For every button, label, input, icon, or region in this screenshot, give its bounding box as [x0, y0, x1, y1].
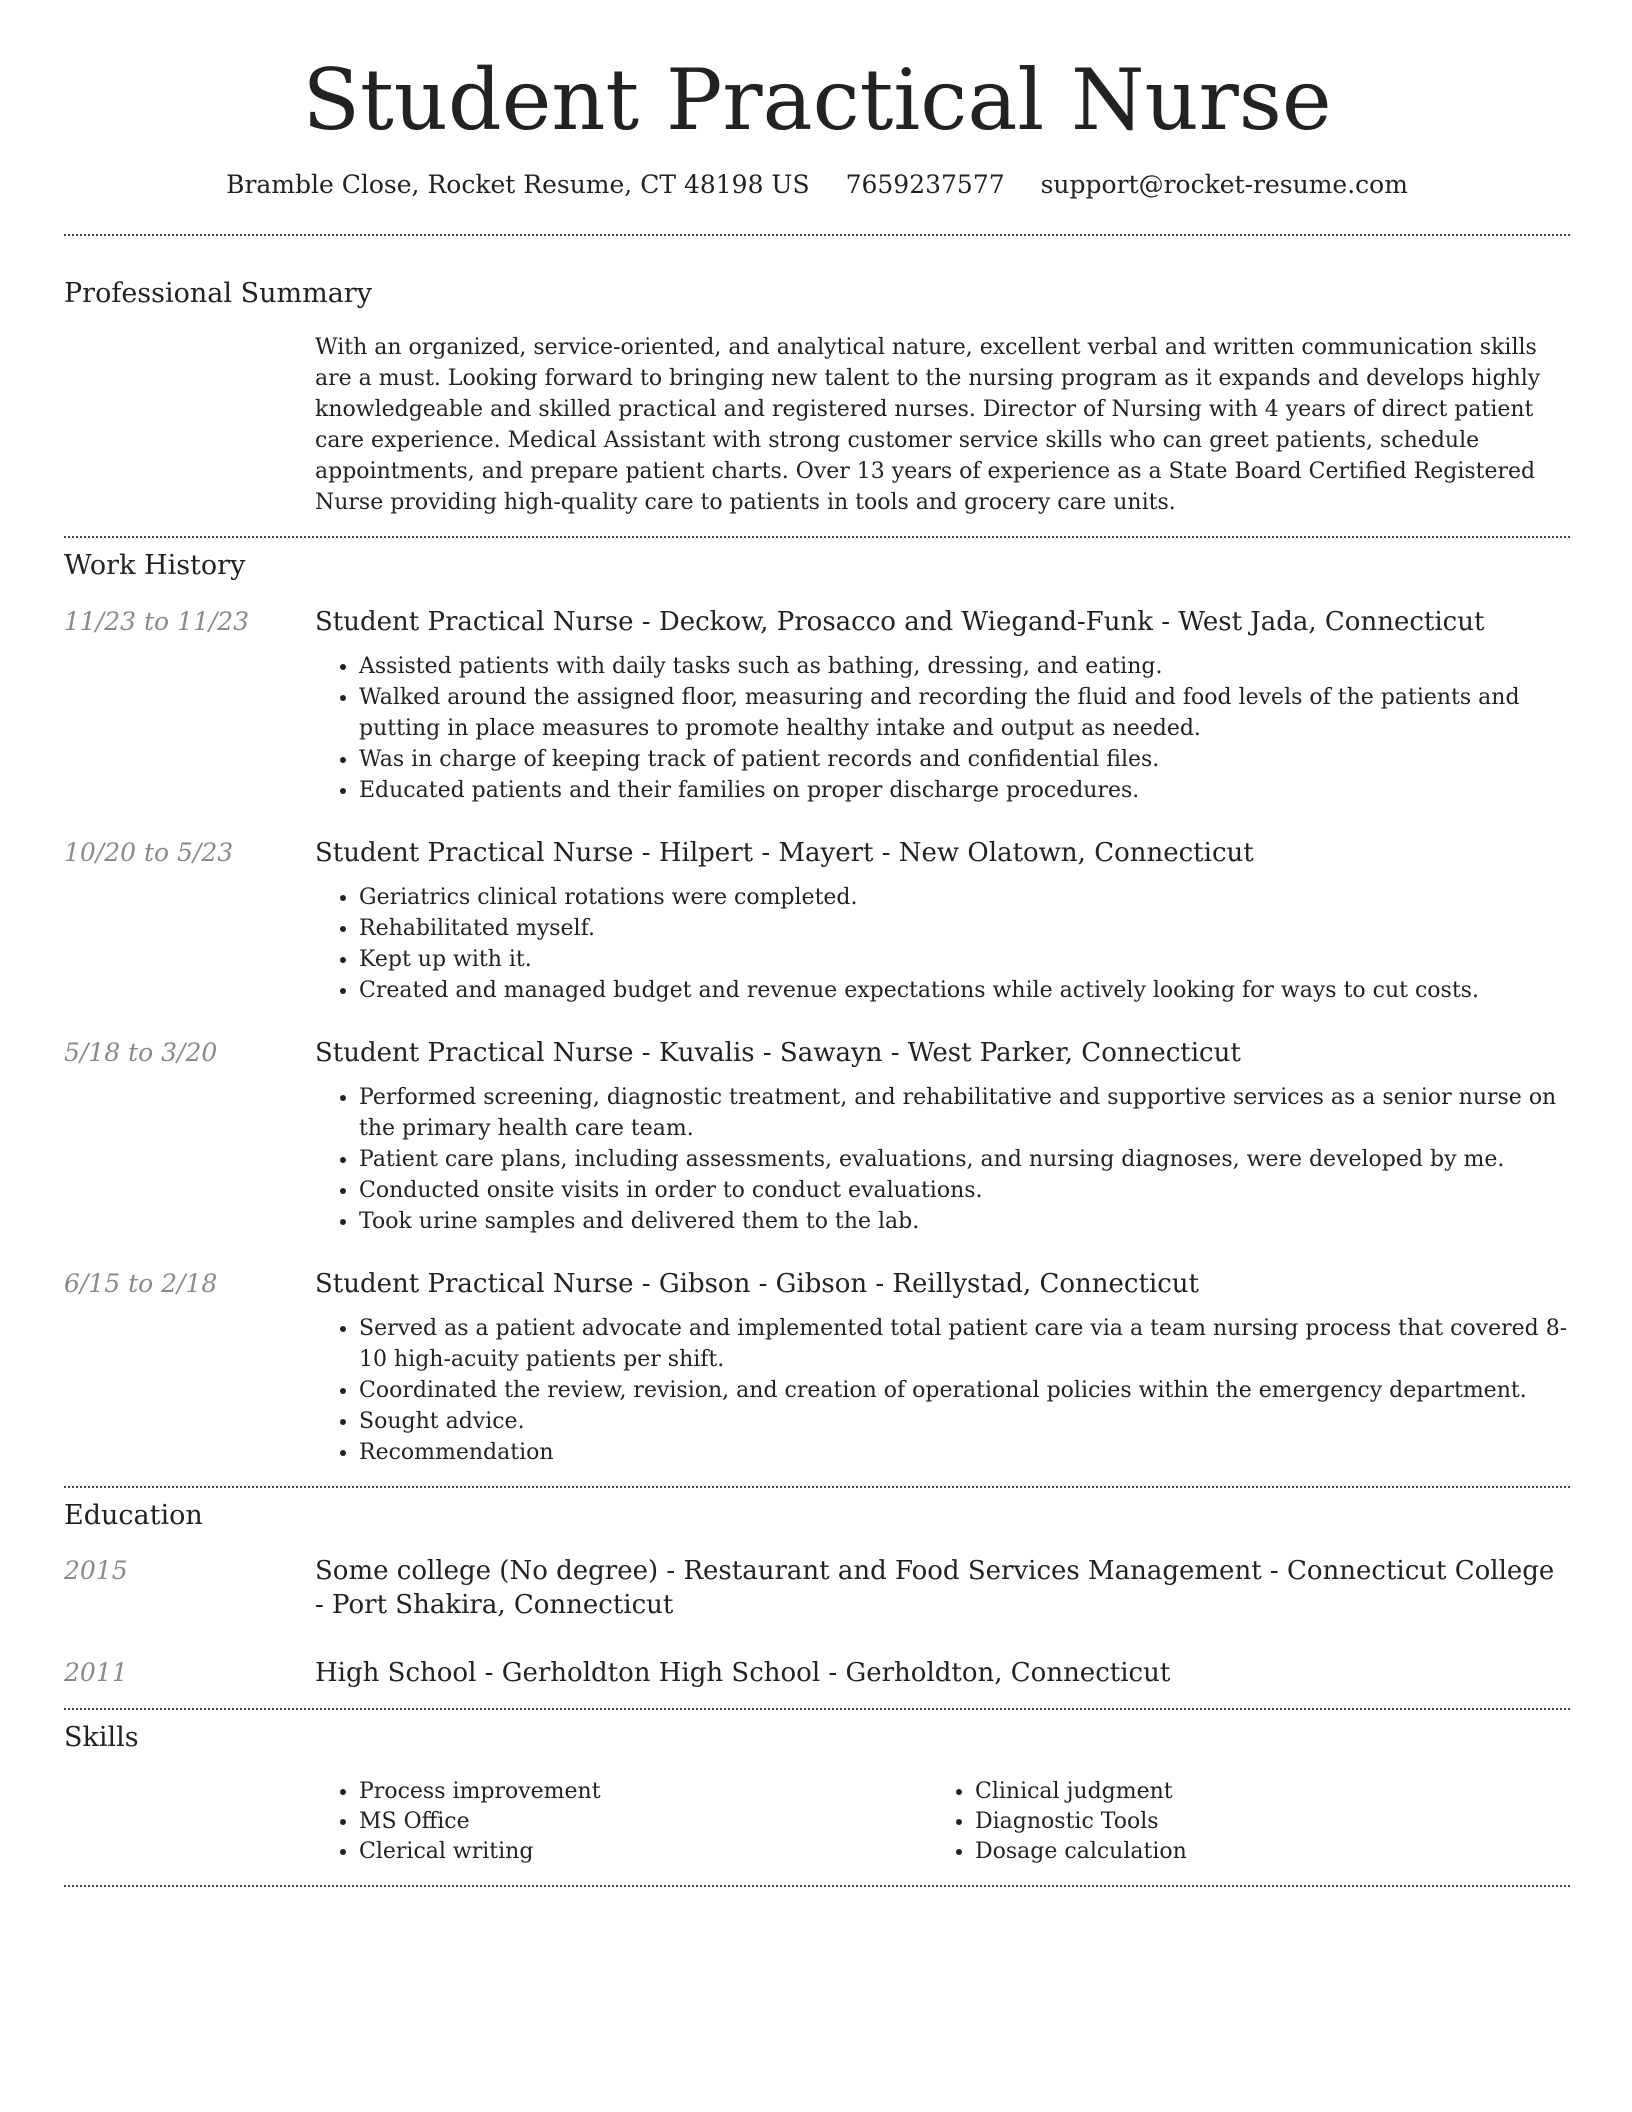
- skills-column-right: [931, 1777, 1547, 1867]
- divider: [64, 1708, 1570, 1710]
- job-bullet: • Conducted onsite visits in order to conduct evaluations.: [359, 1175, 1570, 1206]
- job-bullet: • Patient care plans, including assessments, evaluations, and nursing diagnoses, were developed by me.: [359, 1144, 1570, 1175]
- skill-item: • Clinical judgment: [975, 1777, 1547, 1807]
- job-bullet: • Served as a patient advocate and implemented total patient care via a team nursing process that covered 8-10 high-acuity patients per shift.: [359, 1313, 1570, 1375]
- skill-item: • Process improvement: [359, 1777, 931, 1807]
- education-school: - Connecticut College - Port Shakira, Connecticut: [315, 1556, 1555, 1621]
- education-title: High School: [315, 1658, 477, 1689]
- education-year: 2015: [64, 1556, 128, 1586]
- education-entry: [64, 1656, 1570, 1690]
- job-dates: 5/18 to 3/20: [64, 1037, 218, 1067]
- summary-heading: Professional Summary: [64, 278, 372, 310]
- job-entry: [64, 605, 1570, 806]
- job-bullet: • Performed screening, diagnostic treatment, and rehabilitative and supportive services as a senior nurse on the primary health care team.: [359, 1082, 1570, 1144]
- skill-item: • MS Office: [359, 1807, 931, 1837]
- job-title: Student Practical Nurse: [315, 1268, 634, 1299]
- job-heading: [315, 1267, 1570, 1301]
- job-title: Student Practical Nurse: [315, 1037, 634, 1068]
- resume-page: [64, 0, 1570, 1887]
- job-bullets: [315, 1313, 1570, 1468]
- summary-text: With an organized, service-oriented, and analytical nature, excellent verbal and written communication skills are a must. Looking forward to bringing new talent to the nursing program as it expands and develops highly knowledgeable and skilled practical and registered nurses. Director of Nursing with 4 years of direct patient care experience. Medical Assistant with strong customer service skills who can greet patients, schedule appointments, and prepare patient charts. Over 13 years of experience as a State Board Certified Registered Nurse providing high-quality care to patients in tools and grocery care units.: [315, 335, 1541, 516]
- work-history-heading: Work History: [64, 550, 246, 582]
- job-title: Student Practical Nurse: [315, 606, 634, 637]
- job-title: Student Practical Nurse: [315, 837, 634, 868]
- skill-item: • Dosage calculation: [975, 1837, 1547, 1867]
- summary-section: [64, 278, 1570, 518]
- job-bullet: • Recommendation: [359, 1437, 1570, 1468]
- education-section: [64, 1500, 1570, 1690]
- divider: [64, 234, 1570, 236]
- skills-heading: Skills: [64, 1722, 139, 1754]
- job-bullet: • Rehabilitated myself.: [359, 913, 1570, 944]
- job-bullets: [315, 1082, 1570, 1237]
- work-history-section: [64, 550, 1570, 1467]
- job-bullet: • Was in charge of keeping track of patient records and confidential files.: [359, 744, 1570, 775]
- job-heading: [315, 1036, 1570, 1070]
- skill-item: • Diagnostic Tools: [975, 1807, 1547, 1837]
- job-bullet: • Educated patients and their families on proper discharge procedures.: [359, 775, 1570, 806]
- job-entry: [64, 836, 1570, 1006]
- contact-line: [64, 169, 1570, 202]
- job-bullet: • Took urine samples and delivered them to the lab.: [359, 1206, 1570, 1237]
- job-employer: - Hilpert - Mayert - New Olatown, Connecticut: [633, 837, 1254, 868]
- skill-item: • Clerical writing: [359, 1837, 931, 1867]
- education-heading-line: [315, 1656, 1570, 1690]
- job-bullet: • Sought advice.: [359, 1406, 1570, 1437]
- job-bullet: • Geriatrics clinical rotations were completed.: [359, 882, 1570, 913]
- job-bullet: • Created and managed budget and revenue expectations while actively looking for ways to cut costs.: [359, 975, 1570, 1006]
- contact-address: Bramble Close, Rocket Resume, CT 48198 US: [226, 169, 810, 199]
- job-dates: 10/20 to 5/23: [64, 837, 234, 867]
- candidate-name: Student Practical Nurse: [302, 51, 1332, 149]
- job-bullet: • Walked around the assigned floor, measuring and recording the fluid and food levels of the patients and putting in place measures to promote healthy intake and output as needed.: [359, 682, 1570, 744]
- divider: [64, 1885, 1570, 1887]
- skills-section: [64, 1722, 1570, 1866]
- divider: [64, 536, 1570, 538]
- job-bullet: • Assisted patients with daily tasks such as bathing, dressing, and eating.: [359, 651, 1570, 682]
- job-bullets: [315, 882, 1570, 1006]
- education-heading: Education: [64, 1499, 203, 1531]
- skills-list: [315, 1777, 1570, 1867]
- contact-phone: 7659237577: [845, 169, 1005, 199]
- job-employer: - Kuvalis - Sawayn - West Parker, Connecticut: [633, 1037, 1241, 1068]
- job-employer: - Deckow, Prosacco and Wiegand-Funk - West Jada, Connecticut: [633, 606, 1485, 637]
- job-bullet: • Kept up with it.: [359, 944, 1570, 975]
- job-heading: [315, 836, 1570, 870]
- education-school: - Gerholdton High School - Gerholdton, Connecticut: [476, 1658, 1171, 1689]
- job-bullet: • Coordinated the review, revision, and creation of operational policies within the emergency department.: [359, 1375, 1570, 1406]
- job-dates: 11/23 to 11/23: [64, 606, 250, 636]
- job-entry: [64, 1267, 1570, 1468]
- job-employer: - Gibson - Gibson - Reillystad, Connecticut: [633, 1268, 1199, 1299]
- job-bullets: [315, 651, 1570, 806]
- divider: [64, 1486, 1570, 1488]
- contact-email: support@rocket-resume.com: [1040, 169, 1408, 199]
- education-entry: [64, 1554, 1570, 1622]
- job-entry: [64, 1036, 1570, 1237]
- job-dates: 6/15 to 2/18: [64, 1268, 218, 1298]
- job-heading: [315, 605, 1570, 639]
- education-year: 2011: [64, 1658, 128, 1688]
- education-heading-line: [315, 1554, 1570, 1622]
- education-title: Some college (No degree) - Restaurant and Food Services Management: [315, 1556, 1262, 1587]
- skills-column-left: [315, 1777, 931, 1867]
